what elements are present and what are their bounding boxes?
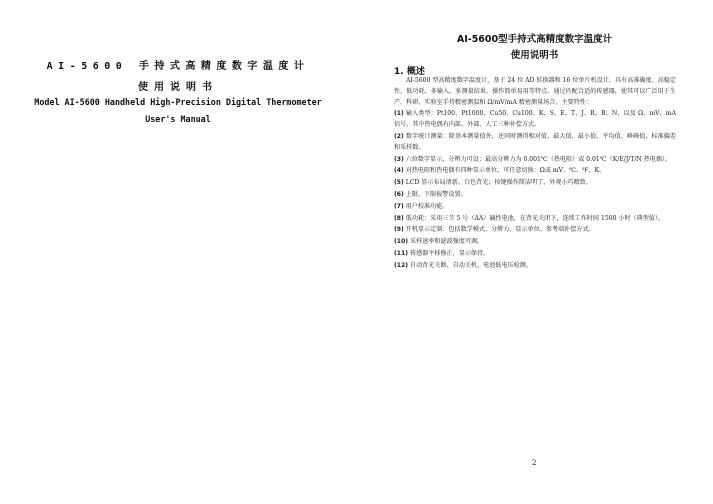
feature-number: (12) <box>394 261 409 269</box>
feature-number: (1) <box>394 110 404 118</box>
manual-page <box>356 0 713 504</box>
feature-number: (2) <box>394 132 404 140</box>
cover-subtitle-cn: 使用说明书 <box>138 82 218 93</box>
feature-item <box>394 249 676 260</box>
feature-text: 数字统计测量：除基本测量值外，还同时测得相对值、最大值、最小值、平均值、峰峰值、标准偏差和采样数。 <box>394 132 677 151</box>
feature-text: LCD 显示布局清新、白色背光；按键操作简洁明了、外观小巧精致。 <box>405 179 592 187</box>
feature-number: (9) <box>394 226 404 234</box>
feature-item <box>394 237 676 248</box>
overview-body <box>394 76 676 272</box>
feature-list <box>394 109 676 271</box>
feature-text: 采样速率和滤波强度可调。 <box>410 238 484 246</box>
feature-item <box>394 261 676 272</box>
feature-item <box>394 225 676 236</box>
feature-number: (3) <box>394 155 404 163</box>
feature-item <box>394 214 676 225</box>
cover-title-en: Model AI-5600 Handheld High-Precision Digital Thermometer <box>34 97 322 107</box>
page-number: 2 <box>532 459 537 467</box>
feature-text: 传感器平移修正，显示保持。 <box>410 249 490 257</box>
feature-number: (8) <box>394 214 404 222</box>
feature-item <box>394 166 676 177</box>
feature-number: (10) <box>394 238 409 246</box>
feature-item <box>394 132 676 154</box>
feature-text: 用户校准功能。 <box>405 202 449 210</box>
feature-text: 上限、下限报警设置。 <box>405 190 467 198</box>
feature-text: 开机显示定制：包括数学模式、分辨力、显示单位、参考端补偿方式。 <box>405 226 595 234</box>
feature-number: (5) <box>394 179 404 187</box>
feature-text: 自动背光关断、自动关机、电池低电压检测。 <box>410 261 532 269</box>
cover-page <box>0 0 356 504</box>
feature-item <box>394 202 676 213</box>
feature-text: 六位数字显示，分辨力可设；最高分辨力为 0.001℃（热电阻）或 0.01℃（K/E/J/T/N 热电偶）。 <box>405 155 672 163</box>
feature-item <box>394 155 676 166</box>
cover-subtitle-en: User's Manual <box>145 114 211 124</box>
feature-text: 输入类型：Pt100、Pt1000、Cu50、Cu100、K、S、E、T、J、R、B、N，以及 Ω、mV、mA 信号，其中热电偶有内部、外部、人工三种补偿方式。 <box>394 110 676 129</box>
feature-number: (4) <box>394 167 404 175</box>
cover-title-cn: AI-5600 手持式高精度数字温度计 <box>46 61 310 72</box>
feature-item <box>394 178 676 189</box>
intro-paragraph: AI-5600 型高精度数字温度计，基于 24 位 AD 转换器和 16 位单片机设计，具有高准确度、高稳定性、低功耗、多输入、多测量结果、操作简单易用等特点。通过匹配合适的传感器，使其可以广泛用于生产、科研、实验室手持精密测温和 Ω/mV/mA 精密测量场合。主要特性： <box>394 77 676 106</box>
feature-number: (7) <box>394 202 404 210</box>
feature-number: (11) <box>394 249 409 257</box>
feature-text: 低功耗：采用三节 5 号（AA）碱性电池，在背光关闭下，连续工作时间 1500 小时（典型值）。 <box>405 214 665 222</box>
manual-subtitle: 使用说明书 <box>510 50 559 61</box>
feature-number: (6) <box>394 190 404 198</box>
feature-text: 对热电阻和热电偶有四种显示单位，可任意切换：Ω或 mV、℃、℉、K。 <box>405 167 606 175</box>
section-heading-overview: 1. 概述 <box>394 67 425 77</box>
feature-item <box>394 190 676 201</box>
manual-title: AI-5600型手持式高精度数字温度计 <box>456 34 613 45</box>
feature-item <box>394 109 676 131</box>
